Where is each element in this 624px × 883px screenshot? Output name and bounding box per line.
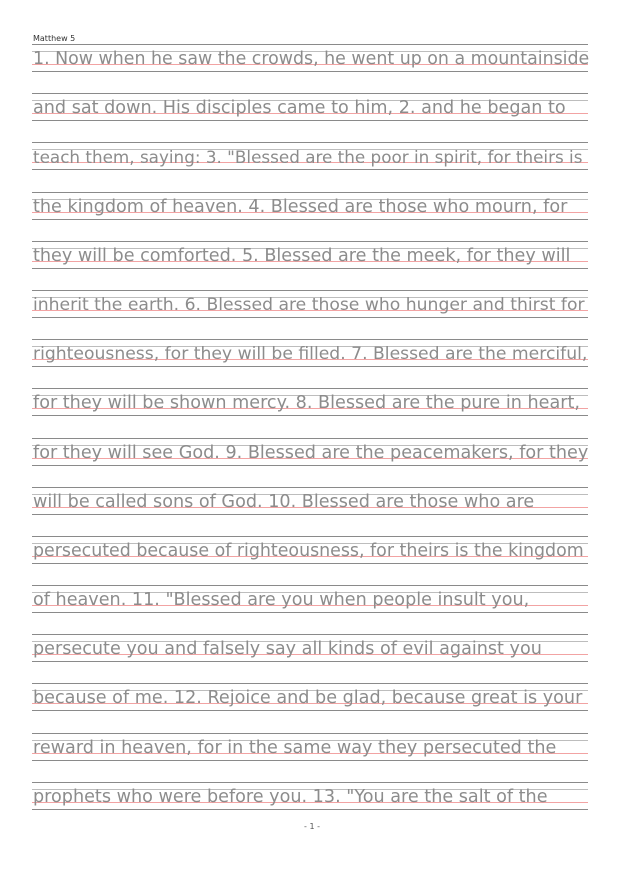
base-guide-line [32, 809, 588, 810]
trace-text-line: the kingdom of heaven. 4. Blessed are those who mourn, for [33, 196, 568, 217]
trace-text-line: will be called sons of God. 10. Blessed are those who are [33, 491, 535, 512]
base-guide-line [32, 760, 588, 761]
trace-text-line: reward in heaven, for in the same way they persecuted the [33, 737, 557, 758]
base-guide-line [32, 169, 588, 170]
base-guide-line [32, 415, 588, 416]
top-guide-line [32, 438, 588, 439]
top-guide-line [32, 142, 588, 143]
practice-row [32, 387, 588, 436]
top-guide-line [32, 93, 588, 94]
page-number: - 1 - [304, 822, 320, 831]
base-guide-line [32, 120, 588, 121]
trace-text-line: righteousness, for they will be filled. 7. Blessed are the merciful, [33, 344, 588, 365]
trace-text-line: and sat down. His disciples came to him, 2. and he began to [33, 98, 566, 119]
trace-text-line: persecuted because of righteousness, for theirs is the kingdom [33, 540, 584, 561]
base-guide-line [32, 465, 588, 466]
trace-text-line: teach them, saying: 3. "Blessed are the poor in spirit, for theirs is [33, 147, 583, 168]
practice-row [32, 43, 588, 92]
practice-row [32, 682, 588, 731]
base-guide-line [32, 219, 588, 220]
trace-text-line: for they will be shown mercy. 8. Blessed are the pure in heart, [33, 393, 580, 414]
base-guide-line [32, 661, 588, 662]
top-guide-line [32, 782, 588, 783]
practice-row [32, 191, 588, 240]
trace-text-line: persecute you and falsely say all kinds of evil against you [33, 639, 542, 660]
trace-text-line: prophets who were before you. 13. "You are the salt of the [33, 786, 548, 807]
base-guide-line [32, 317, 588, 318]
practice-row [32, 240, 588, 289]
top-guide-line [32, 339, 588, 340]
trace-text-line: 1. Now when he saw the crowds, he went up on a mountainside [33, 49, 590, 69]
practice-row [32, 338, 588, 387]
practice-row [32, 732, 588, 781]
base-guide-line [32, 710, 588, 711]
base-guide-line [32, 268, 588, 269]
trace-text-line: because of me. 12. Rejoice and be glad, because great is your [33, 688, 583, 709]
top-guide-line [32, 290, 588, 291]
trace-text-line: inherit the earth. 6. Blessed are those who hunger and thirst for [33, 294, 585, 315]
handwriting-practice-lines [32, 43, 588, 830]
trace-text-line: of heaven. 11. "Blessed are you when people insult you, [33, 590, 530, 611]
practice-row [32, 289, 588, 338]
top-guide-line [32, 536, 588, 537]
base-guide-line [32, 366, 588, 367]
practice-row [32, 535, 588, 584]
base-guide-line [32, 612, 588, 613]
top-guide-line [32, 44, 588, 45]
top-guide-line [32, 241, 588, 242]
practice-row [32, 141, 588, 190]
top-guide-line [32, 683, 588, 684]
practice-row [32, 92, 588, 141]
page-title: Matthew 5 [33, 34, 76, 43]
top-guide-line [32, 585, 588, 586]
practice-row [32, 437, 588, 486]
trace-text-line: for they will see God. 9. Blessed are the peacemakers, for they [33, 442, 589, 463]
base-guide-line [32, 563, 588, 564]
top-guide-line [32, 733, 588, 734]
base-guide-line [32, 514, 588, 515]
top-guide-line [32, 388, 588, 389]
practice-row [32, 584, 588, 633]
practice-row [32, 486, 588, 535]
practice-row [32, 633, 588, 682]
base-guide-line [32, 71, 588, 72]
top-guide-line [32, 634, 588, 635]
top-guide-line [32, 192, 588, 193]
trace-text-line: they will be comforted. 5. Blessed are the meek, for they will [33, 245, 571, 266]
top-guide-line [32, 487, 588, 488]
